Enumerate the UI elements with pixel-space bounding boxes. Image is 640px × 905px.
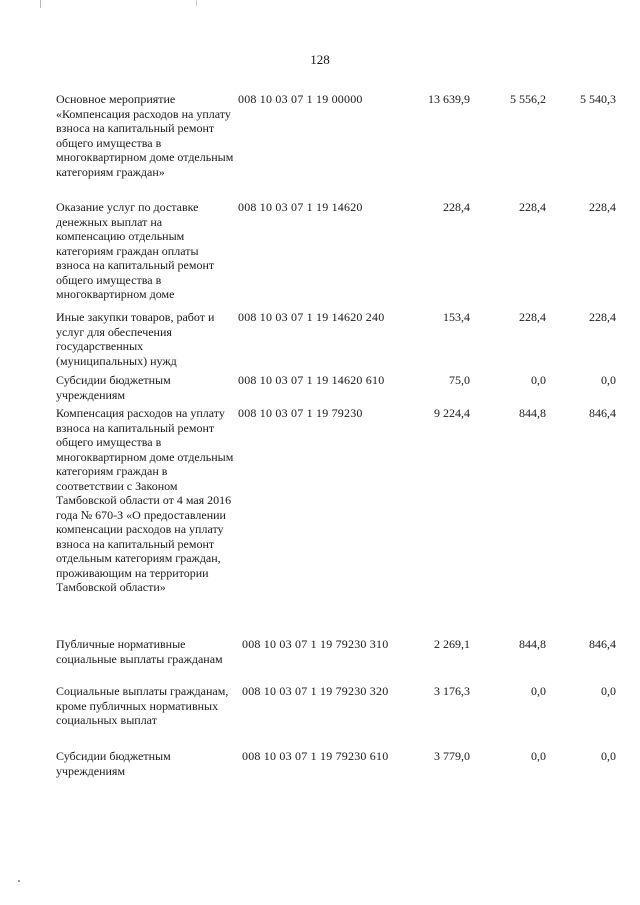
budget-code: 008 10 03 07 1 19 14620 610	[238, 373, 385, 387]
value-year-2: 844,8	[519, 406, 546, 420]
value-year-3: 846,4	[589, 637, 616, 651]
budget-code: 008 10 03 07 1 19 79230 320	[242, 684, 389, 698]
row-description: Основное мероприятие «Компенсация расходов на уплату взноса на капитальный ремонт общего имущества в многоквартирном доме отдельным категориям граждан»	[56, 92, 234, 179]
value-year-3: 228,4	[589, 200, 616, 214]
value-year-3: 846,4	[589, 406, 616, 420]
value-year-2: 0,0	[531, 373, 546, 387]
value-year-1: 3 176,3	[434, 684, 470, 698]
value-year-2: 0,0	[531, 684, 546, 698]
value-year-3: 0,0	[601, 684, 616, 698]
value-year-3: 228,4	[589, 310, 616, 324]
value-year-1: 2 269,1	[434, 637, 470, 651]
value-year-1: 13 639,9	[428, 92, 470, 106]
scan-mark	[40, 0, 41, 8]
row-description: Публичные нормативные социальные выплаты гражданам	[56, 637, 223, 666]
row-description: Оказание услуг по доставке денежных выплат на компенсацию отдельным категориям граждан оплаты взноса на капитальный ремонт общего имущества в многоквартирном доме	[56, 200, 215, 301]
value-year-1: 153,4	[443, 310, 470, 324]
budget-code: 008 10 03 07 1 19 14620 240	[238, 310, 385, 324]
value-year-3: 0,0	[601, 749, 616, 763]
scan-speck	[18, 880, 20, 882]
budget-code: 008 10 03 07 1 19 00000	[238, 92, 363, 106]
value-year-2: 0,0	[531, 749, 546, 763]
row-description: Субсидии бюджетным учреждениям	[56, 373, 171, 402]
value-year-1: 3 779,0	[434, 749, 470, 763]
value-year-1: 75,0	[449, 373, 470, 387]
value-year-3: 0,0	[601, 373, 616, 387]
value-year-2: 228,4	[519, 310, 546, 324]
budget-code: 008 10 03 07 1 19 79230	[238, 406, 363, 420]
row-description: Субсидии бюджетным учреждениям	[56, 749, 171, 778]
row-description: Иные закупки товаров, работ и услуг для обеспечения государственных (муниципальных) нужд	[56, 310, 215, 368]
page-number: 128	[310, 52, 330, 67]
row-description: Социальные выплаты гражданам, кроме публичных нормативных социальных выплат	[56, 684, 229, 727]
value-year-1: 228,4	[443, 200, 470, 214]
budget-code: 008 10 03 07 1 19 79230 310	[242, 637, 389, 651]
value-year-2: 5 556,2	[510, 92, 546, 106]
budget-code: 008 10 03 07 1 19 79230 610	[242, 749, 389, 763]
value-year-3: 5 540,3	[580, 92, 616, 106]
value-year-1: 9 224,4	[434, 406, 470, 420]
value-year-2: 228,4	[519, 200, 546, 214]
value-year-2: 844,8	[519, 637, 546, 651]
row-description: Компенсация расходов на уплату взноса на капитальный ремонт общего имущества в многоквартирном доме отдельным категориям граждан в соответствии с Законом Тамбовской области от 4 мая 2016 года № 670-З «О предоставлении компенсации расходов на уплату взноса на капитальный ремонт отдельным категориям граждан, проживающим на территории Тамбовской области»	[56, 406, 234, 594]
scan-mark	[196, 0, 197, 6]
budget-code: 008 10 03 07 1 19 14620	[238, 200, 363, 214]
